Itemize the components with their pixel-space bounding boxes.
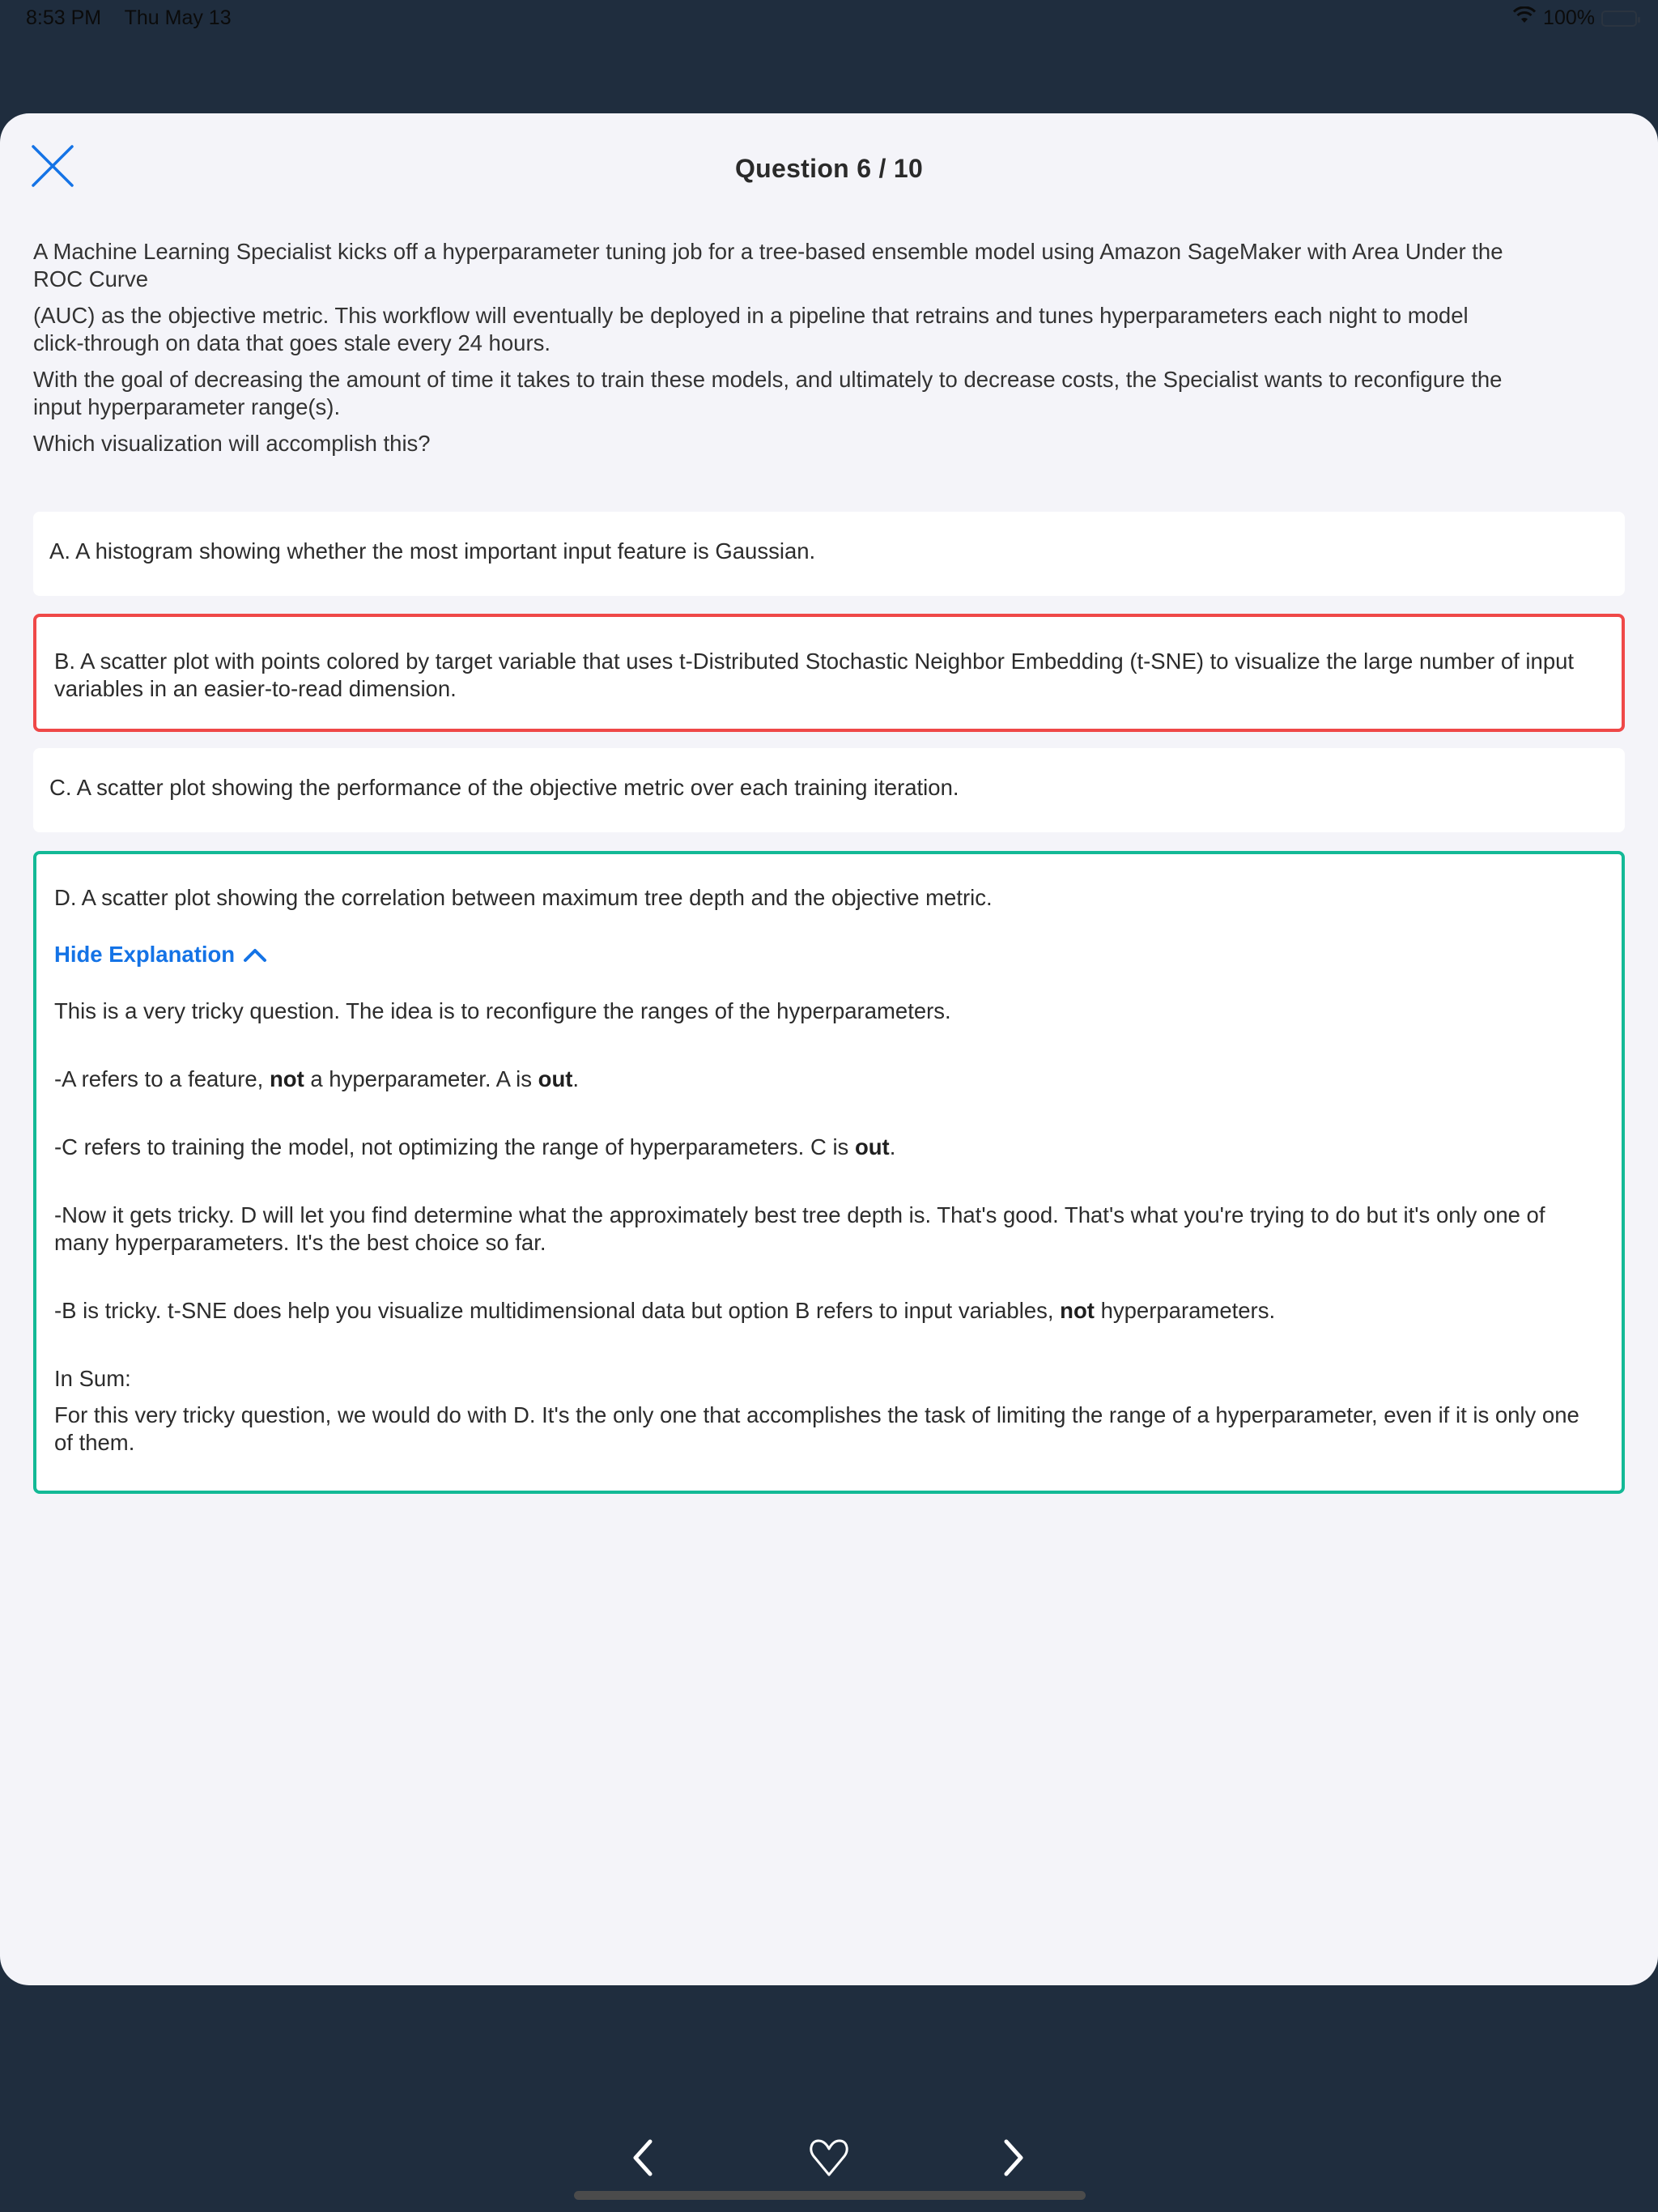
question-prompt: Which visualization will accomplish this? — [33, 431, 431, 456]
option-a-label: A. A histogram showing whether the most important input feature is Gaussian. — [49, 538, 816, 564]
question-text — [33, 238, 1515, 466]
status-date: Thu May 13 — [124, 6, 232, 29]
option-b-incorrect[interactable] — [33, 614, 1625, 732]
explanation-point-d: -Now it gets tricky. D will let you find determine what the approximately best tree depth is. That's good. That's what you're trying to do but it's only one of many hyperparameters. It's the best choice so far. — [54, 1202, 1545, 1255]
option-d-label: D. A scatter plot showing the correlation between maximum tree depth and the objective metric. — [54, 885, 993, 910]
hide-explanation-button[interactable] — [54, 941, 1604, 968]
favorite-button[interactable] — [805, 2129, 853, 2186]
option-c-label: C. A scatter plot showing the performance of the objective metric over each training iteration. — [49, 775, 959, 800]
question-paragraph: With the goal of decreasing the amount of time it takes to train these models, and ultimately to decrease costs, the Specialist wants to reconfigure the input hyperparameter range(s). — [33, 367, 1503, 419]
option-a[interactable] — [33, 512, 1625, 596]
explanation-point-a: -A refers to a feature, not a hyperparameter. A is out. — [54, 1066, 580, 1091]
status-bar — [0, 0, 1658, 40]
option-d-correct[interactable] — [33, 851, 1625, 1494]
option-c[interactable] — [33, 748, 1625, 832]
bottom-nav — [0, 2129, 1658, 2194]
hide-explanation-label: Hide Explanation — [54, 942, 236, 967]
status-time: 8:53 PM — [26, 6, 102, 29]
home-indicator[interactable] — [574, 2191, 1086, 2200]
explanation-sum-text: For this very tricky question, we would do with D. It's the only one that accomplishes the task of limiting the range of a hyperparameter, even if it is only one of them. — [54, 1402, 1579, 1455]
previous-button[interactable] — [619, 2129, 667, 2186]
battery-icon — [1601, 11, 1637, 27]
explanation-point-b: -B is tricky. t-SNE does help you visualize multidimensional data but option B refers to input variables, not hyperparameters. — [54, 1298, 1276, 1323]
explanation-intro: This is a very tricky question. The idea is to reconfigure the ranges of the hyperparameters. — [54, 998, 951, 1023]
page-title: Question 6 / 10 — [734, 154, 924, 183]
question-paragraph: A Machine Learning Specialist kicks off a hyperparameter tuning job for a tree-based ensemble model using Amazon SageMaker with Area Under the ROC Curve — [33, 239, 1503, 291]
explanation-body — [54, 998, 1604, 1457]
chevron-up-icon — [243, 946, 267, 963]
battery-percent: 100% — [1543, 6, 1595, 29]
next-button[interactable] — [989, 2129, 1038, 2186]
chevron-right-icon — [1001, 2139, 1026, 2176]
explanation-sum-heading: In Sum: — [54, 1366, 131, 1391]
question-paragraph: (AUC) as the objective metric. This workflow will eventually be deployed in a pipeline that retrains and tunes hyperparameters each night to model click-through on data that goes stale every 24 hours. — [33, 303, 1469, 355]
option-b-label: B. A scatter plot with points colored by target variable that uses t-Distributed Stochastic Neighbor Embedding (t-SNE) to visualize the large number of input variables in an easier-to-read dimension. — [54, 649, 1575, 701]
chevron-left-icon — [631, 2139, 655, 2176]
heart-icon — [808, 2138, 850, 2177]
explanation-point-c: -C refers to training the model, not optimizing the range of hyperparameters. C is out. — [54, 1134, 896, 1159]
wifi-icon — [1512, 6, 1537, 30]
